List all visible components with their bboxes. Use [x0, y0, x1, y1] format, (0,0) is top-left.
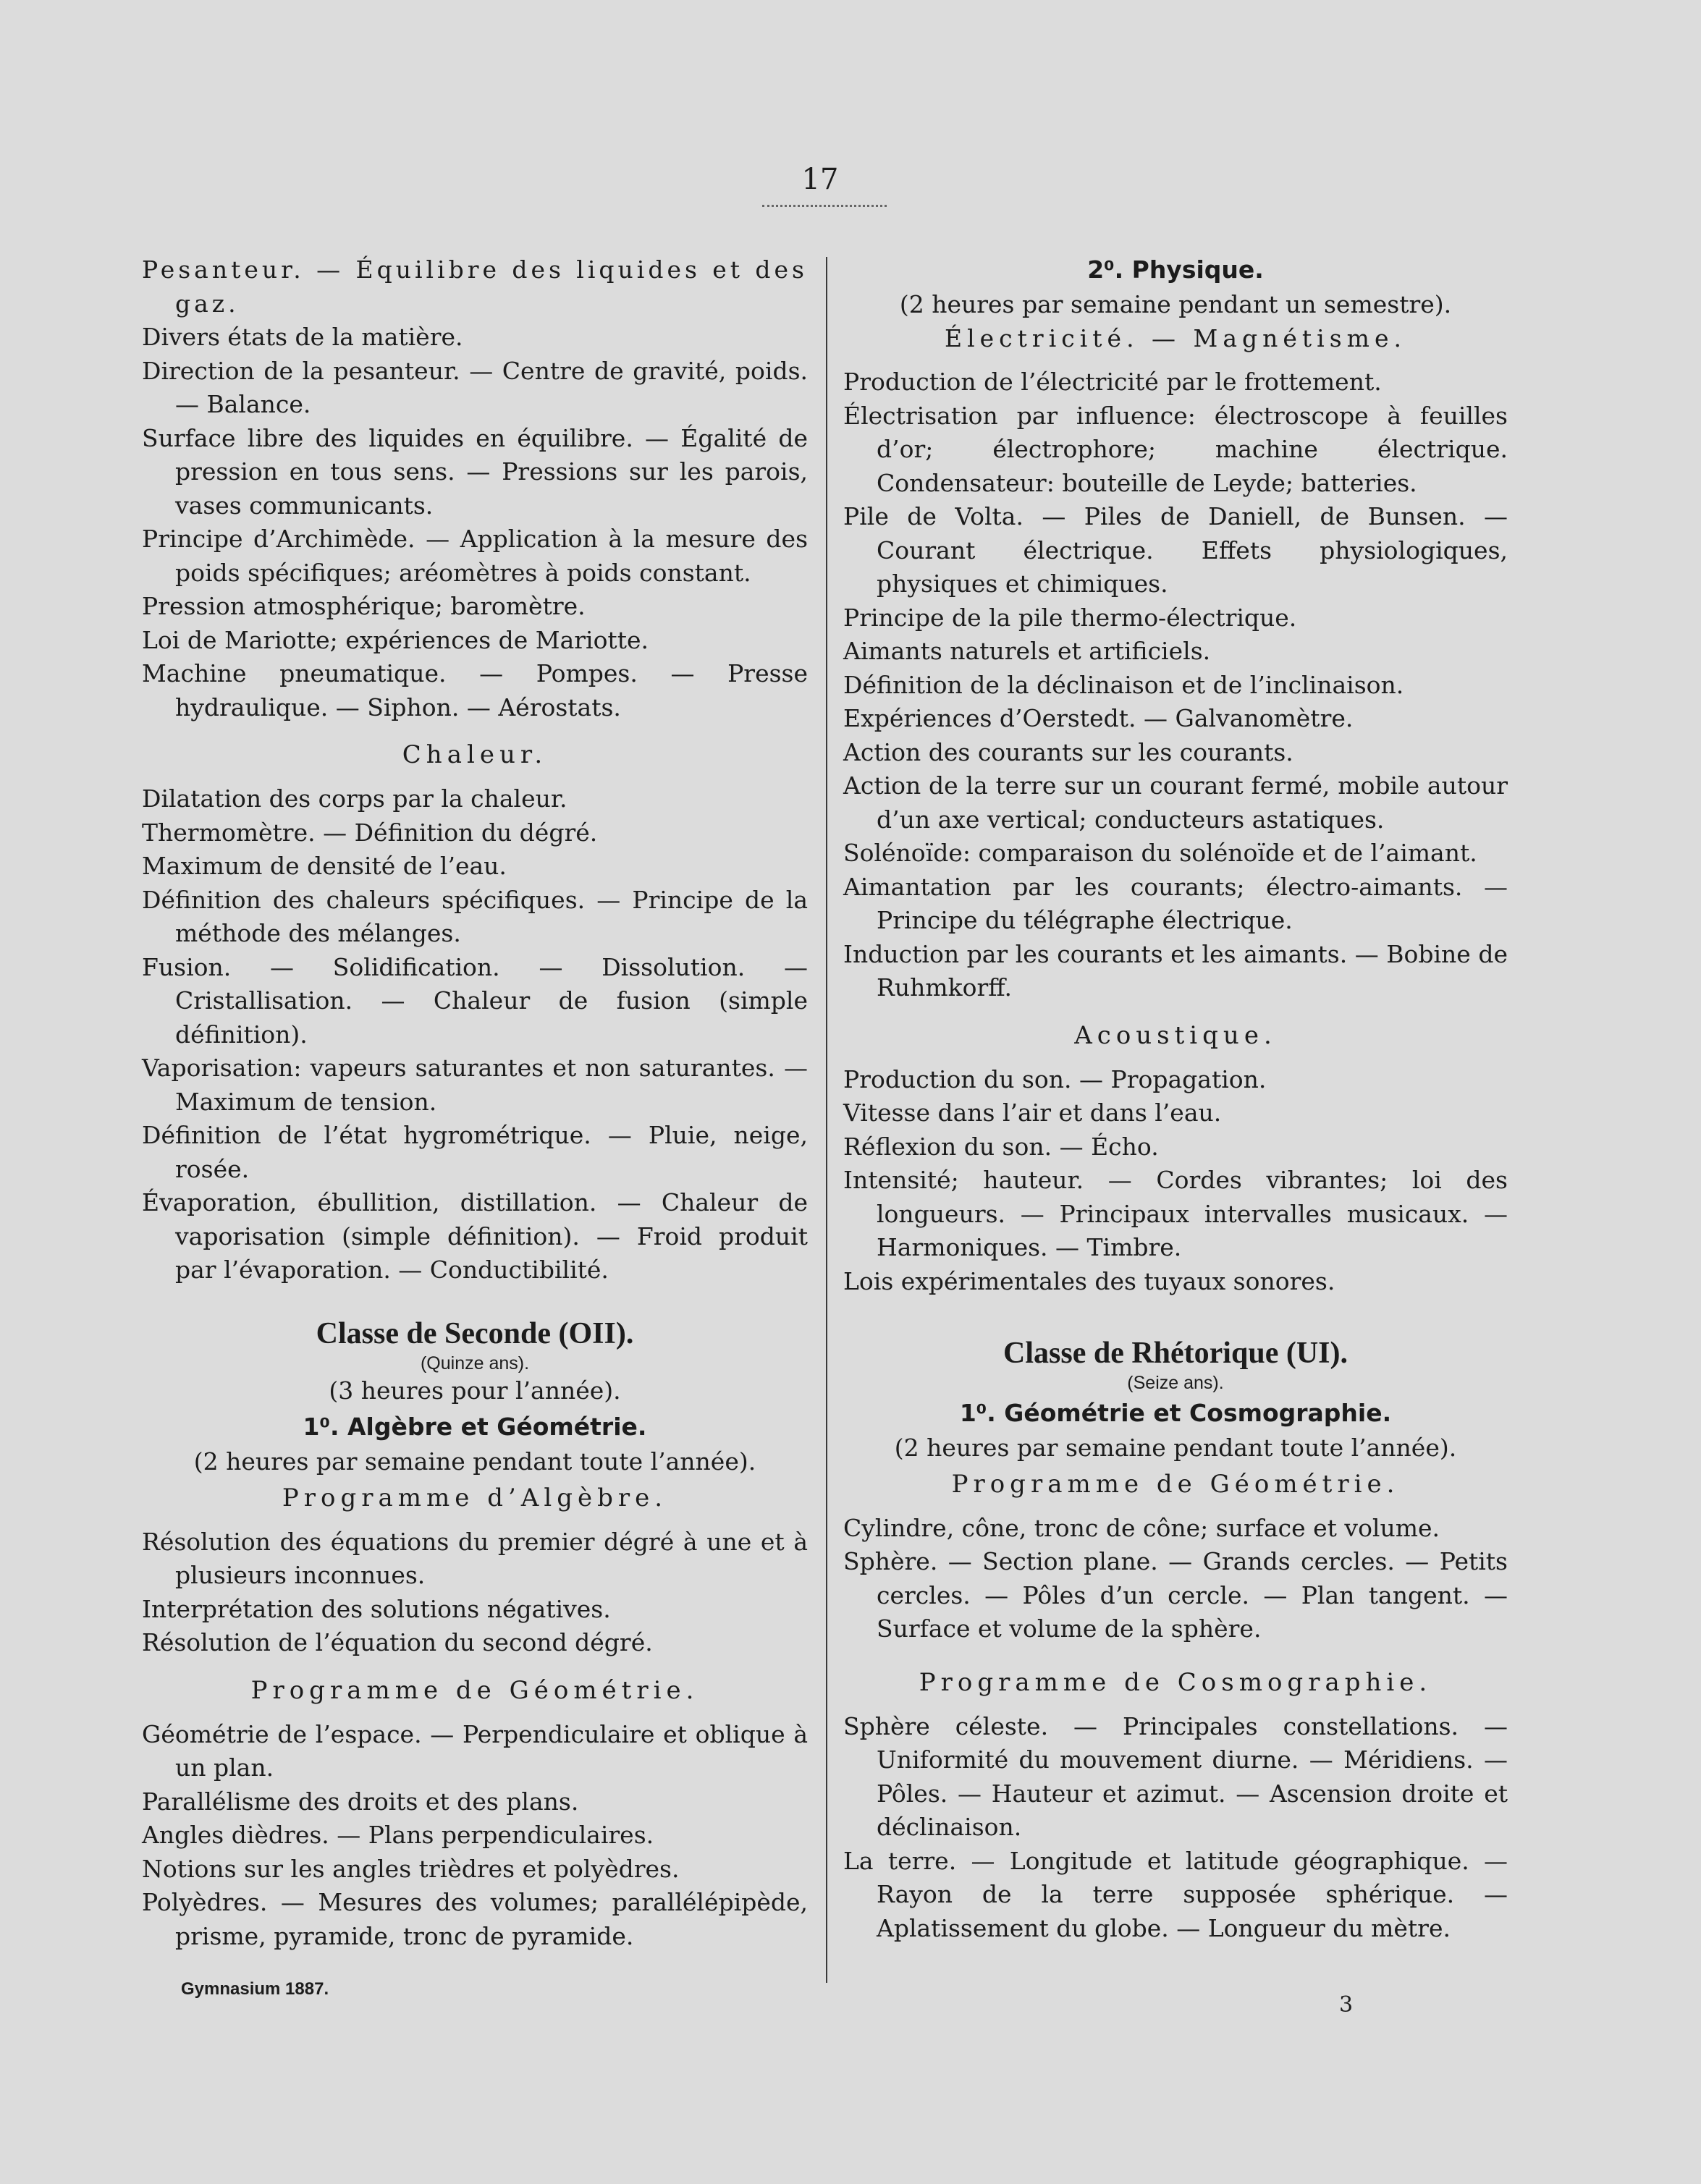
list-item: La terre. — Longitude et latitude géographique. — Rayon de la terre supposée sphérique. — Aplatissement du globe. — Longueur du mètre.: [843, 1846, 1508, 1942]
list-item: Maximum de densité de l’eau.: [142, 852, 507, 880]
list-item: Lois expérimentales des tuyaux sonores.: [843, 1266, 1335, 1295]
list-item: Fusion. — Solidification. — Dissolution. — Cristallisation. — Chaleur de fusion (simple définition).: [142, 952, 808, 1049]
list-item: Pression atmosphérique; baromètre.: [142, 592, 586, 620]
footer-signature: Gymnasium 1887.: [181, 1979, 329, 1999]
section-heading-pesanteur: Pesanteur. — Équilibre des liquides et des gaz.: [142, 255, 808, 318]
list-item: Résolution des équations du premier dégré à une et à plusieurs inconnues.: [142, 1527, 808, 1589]
subject-title-algebre-geometrie: 1⁰. Algèbre et Géométrie.: [303, 1413, 647, 1441]
cosmographie-list: [843, 1710, 1508, 1946]
list-item: Action des courants sur les courants.: [843, 737, 1293, 766]
list-item: Vitesse dans l’air et dans l’eau.: [843, 1099, 1222, 1127]
section-heading-electricite: Électricité. — Magnétisme.: [945, 323, 1406, 352]
class-title-seconde: Classe de Seconde (OII).: [316, 1316, 634, 1350]
list-item: Électrisation par influence: électroscope à feuilles d’or; électrophore; machine électrique. Condensateur: bouteille de Leyde; batteries.: [843, 401, 1508, 497]
geometrie-rhetorique-list: [843, 1512, 1508, 1646]
list-item: Pile de Volta. — Piles de Daniell, de Bunsen. — Courant électrique. Effets physiologiques, physiques et chimiques.: [843, 502, 1508, 598]
list-item: Divers états de la matière.: [142, 323, 463, 351]
list-item: Induction par les courants et les aimants. — Bobine de Ruhmkorff.: [843, 939, 1508, 1002]
list-item: Réflexion du son. — Écho.: [843, 1132, 1159, 1161]
list-item: Intensité; hauteur. — Cordes vibrantes; loi des longueurs. — Principaux intervalles musicaux. — Harmoniques. — Timbre.: [843, 1166, 1508, 1261]
subject-hours: (2 heures par semaine pendant toute l’année).: [193, 1447, 756, 1476]
list-item: Vaporisation: vapeurs saturantes et non saturantes. — Maximum de tension.: [142, 1054, 808, 1116]
footer-sheet-number: 3: [1339, 1992, 1354, 2018]
page-number-ornament: [762, 205, 887, 207]
class-age-seconde: (Quinze ans).: [420, 1353, 530, 1374]
list-item: Principe de la pile thermo-électrique.: [843, 603, 1297, 632]
section-heading-algebre: Programme d’Algèbre.: [282, 1483, 668, 1512]
section-heading-geometrie: Programme de Géométrie.: [250, 1675, 699, 1705]
list-item: Angles dièdres. — Plans perpendiculaires.: [142, 1821, 654, 1849]
list-item: Production du son. — Propagation.: [843, 1065, 1267, 1093]
section-heading-acoustique: Acoustique.: [1074, 1020, 1277, 1050]
subject-title-physique: 2⁰. Physique.: [1087, 255, 1264, 284]
list-item: Cylindre, cône, tronc de cône; surface et volume.: [843, 1513, 1440, 1542]
acoustique-list: [843, 1063, 1508, 1299]
algebre-list: [142, 1525, 808, 1660]
list-item: Principe d’Archimède. — Application à la mesure des poids spécifiques; aréomètres à poids constant.: [142, 525, 808, 587]
chaleur-list: [142, 782, 808, 1287]
list-item: Aimants naturels et artificiels.: [843, 637, 1211, 665]
class-age-rhetorique: (Seize ans).: [1127, 1373, 1224, 1393]
electricite-list: [843, 365, 1508, 1005]
list-item: Parallélisme des droits et des plans.: [142, 1787, 579, 1816]
column-divider: [826, 257, 827, 1983]
subject-hours: (2 heures par semaine pendant un semestre).: [899, 290, 1452, 318]
list-item: Loi de Mariotte; expériences de Mariotte.: [142, 625, 649, 654]
section-heading-geometrie-rhetorique: Programme de Géométrie.: [951, 1469, 1400, 1499]
list-item: Production de l’électricité par le frottement.: [843, 368, 1382, 396]
list-item: Polyèdres. — Mesures des volumes; parallélépipède, prisme, pyramide, tronc de pyramide.: [142, 1888, 808, 1950]
left-column: [142, 253, 808, 1953]
list-item: Géométrie de l’espace. — Perpendiculaire et oblique à un plan.: [142, 1719, 808, 1782]
list-item: Solénoïde: comparaison du solénoïde et de l’aimant.: [843, 839, 1477, 867]
list-item: Sphère. — Section plane. — Grands cercles. — Petits cercles. — Pôles d’un cercle. — Plan tangent. — Surface et volume de la sphère.: [843, 1547, 1508, 1643]
list-item: Direction de la pesanteur. — Centre de gravité, poids. — Balance.: [142, 356, 808, 418]
list-item: Aimantation par les courants; électro-aimants. — Principe du télégraphe électrique.: [843, 872, 1508, 934]
pesanteur-list: [142, 321, 808, 724]
section-heading-chaleur: Chaleur.: [402, 740, 548, 769]
list-item: Notions sur les angles trièdres et polyèdres.: [142, 1854, 680, 1883]
list-item: Sphère céleste. — Principales constellations. — Uniformité du mouvement diurne. — Méridiens. — Pôles. — Hauteur et azimut. — Ascension droite et déclinaison.: [843, 1711, 1508, 1841]
list-item: Résolution de l’équation du second dégré.: [142, 1628, 653, 1656]
section-heading-cosmographie: Programme de Cosmographie.: [919, 1667, 1432, 1697]
list-item: Action de la terre sur un courant fermé, mobile autour d’un axe vertical; conducteurs astatiques.: [843, 771, 1508, 834]
list-item: Surface libre des liquides en équilibre. — Égalité de pression en tous sens. — Pressions sur les parois, vases communicants.: [142, 423, 808, 520]
list-item: Machine pneumatique. — Pompes. — Presse hydraulique. — Siphon. — Aérostats.: [142, 659, 808, 721]
list-item: Définition des chaleurs spécifiques. — Principe de la méthode des mélanges.: [142, 885, 808, 947]
list-item: Évaporation, ébullition, distillation. — Chaleur de vaporisation (simple définition). — Froid produit par l’évaporation. — Conductibilité.: [142, 1188, 808, 1284]
class-hours-seconde: (3 heures pour l’année).: [329, 1376, 621, 1405]
subject-hours: (2 heures par semaine pendant toute l’année).: [894, 1434, 1457, 1462]
list-item: Expériences d’Oerstedt. — Galvanomètre.: [843, 704, 1354, 732]
class-title-rhetorique: Classe de Rhétorique (UI).: [1003, 1337, 1348, 1370]
right-column: [843, 253, 1508, 1945]
list-item: Définition de l’état hygrométrique. — Pluie, neige, rosée.: [142, 1121, 808, 1183]
list-item: Interprétation des solutions négatives.: [142, 1594, 611, 1623]
list-item: Dilatation des corps par la chaleur.: [142, 784, 567, 813]
subject-title-geometrie-cosmographie: 1⁰. Géométrie et Cosmographie.: [959, 1399, 1392, 1427]
geometrie-list: [142, 1718, 808, 1954]
list-item: Définition de la déclinaison et de l’inclinaison.: [843, 670, 1404, 699]
list-item: Thermomètre. — Définition du dégré.: [142, 818, 598, 847]
page-number: 17: [801, 163, 839, 196]
